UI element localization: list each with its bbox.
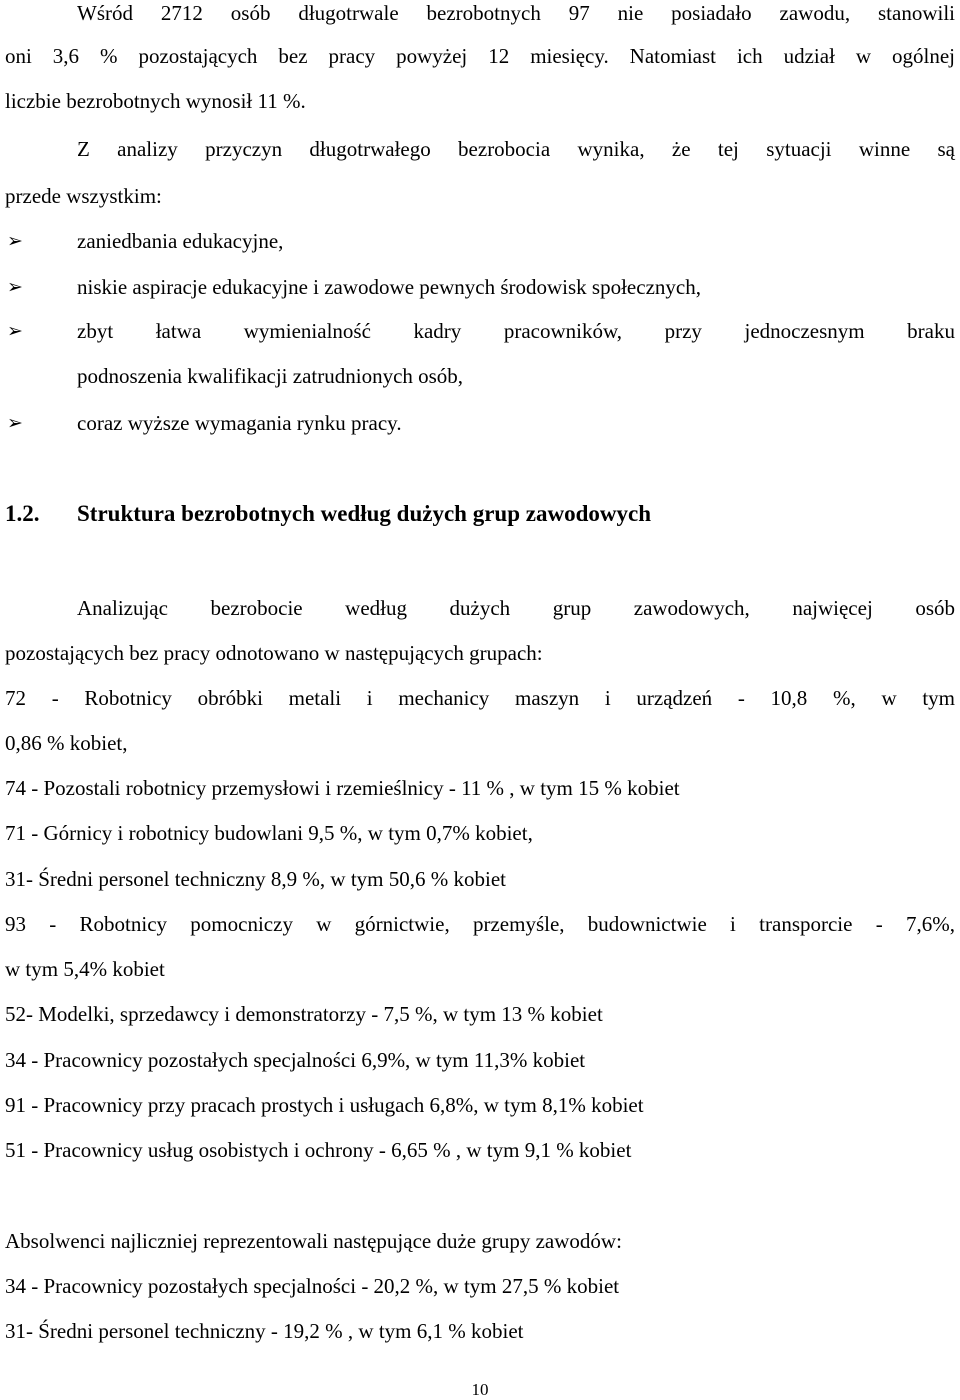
bullet-item-2: niskie aspiracje edukacyjne i zawodowe pewnych środowisk społecznych, <box>77 275 701 299</box>
arrowhead-bullet-icon: ➢ <box>7 320 23 342</box>
section-heading <box>5 498 955 530</box>
bullet-item-3-line-2: podnoszenia kwalifikacji zatrudnionych osób, <box>77 364 464 388</box>
group-34: 34 - Pracownicy pozostałych specjalności 6,9%, w tym 11,3% kobiet <box>5 1048 586 1072</box>
arrowhead-bullet-icon: ➢ <box>7 230 23 252</box>
arrowhead-bullet-icon: ➢ <box>7 412 23 434</box>
analysis-line-2: przede wszystkim: <box>5 184 162 208</box>
group-52: 52- Modelki, sprzedawcy i demonstratorzy - 7,5 %, w tym 13 % kobiet <box>5 1002 603 1026</box>
bullet-item-4: coraz wyższe wymagania rynku pracy. <box>77 411 402 435</box>
group-51: 51 - Pracownicy usług osobistych i ochrony - 6,65 % , w tym 9,1 % kobiet <box>5 1138 632 1162</box>
group-91: 91 - Pracownicy przy pracach prostych i usługach 6,8%, w tym 8,1% kobiet <box>5 1093 644 1117</box>
group-72-line-1: 72 - Robotnicy obróbki metali i mechanicy maszyn i urządzeń - 10,8 %, w tym <box>5 686 955 710</box>
groups-intro-line-2: pozostających bez pracy odnotowano w następujących grupach: <box>5 641 543 665</box>
group-74: 74 - Pozostali robotnicy przemysłowi i rzemieślnicy - 11 % , w tym 15 % kobiet <box>5 776 680 800</box>
analysis-line-1: Z analizy przyczyn długotrwałego bezrobocia wynika, że tej sytuacji winne są <box>77 137 955 161</box>
graduates-group-34: 34 - Pracownicy pozostałych specjalności - 20,2 %, w tym 27,5 % kobiet <box>5 1274 620 1298</box>
group-31: 31- Średni personel techniczny 8,9 %, w tym 50,6 % kobiet <box>5 867 506 891</box>
graduates-intro: Absolwenci najliczniej reprezentowali następujące duże grupy zawodów: <box>5 1229 622 1253</box>
groups-intro-line-1: Analizując bezrobocie według dużych grup zawodowych, najwięcej osób <box>77 596 955 620</box>
section-number: 1.2. <box>5 501 40 526</box>
arrowhead-bullet-icon: ➢ <box>7 276 23 298</box>
bullet-item-1: zaniedbania edukacyjne, <box>77 229 284 253</box>
intro-line-1: Wśród 2712 osób długotrwale bezrobotnych 97 nie posiadało zawodu, stanowili <box>77 1 955 25</box>
section-title: Struktura bezrobotnych według dużych grup zawodowych <box>77 501 651 526</box>
intro-line-2: oni 3,6 % pozostających bez pracy powyżej 12 miesięcy. Natomiast ich udział w ogólnej <box>5 44 955 68</box>
page-number: 10 <box>471 1380 489 1399</box>
group-71: 71 - Górnicy i robotnicy budowlani 9,5 %, w tym 0,7% kobiet, <box>5 821 533 845</box>
graduates-group-31: 31- Średni personel techniczny - 19,2 % , w tym 6,1 % kobiet <box>5 1319 524 1343</box>
group-72-line-2: 0,86 % kobiet, <box>5 731 128 755</box>
bullet-item-3-line-1: zbyt łatwa wymienialność kadry pracowników, przy jednoczesnym braku <box>77 319 955 343</box>
group-93-line-2: w tym 5,4% kobiet <box>5 957 165 981</box>
group-93-line-1: 93 - Robotnicy pomocniczy w górnictwie, przemyśle, budownictwie i transporcie - 7,6%, <box>5 912 955 936</box>
intro-line-3: liczbie bezrobotnych wynosił 11 %. <box>5 89 306 113</box>
